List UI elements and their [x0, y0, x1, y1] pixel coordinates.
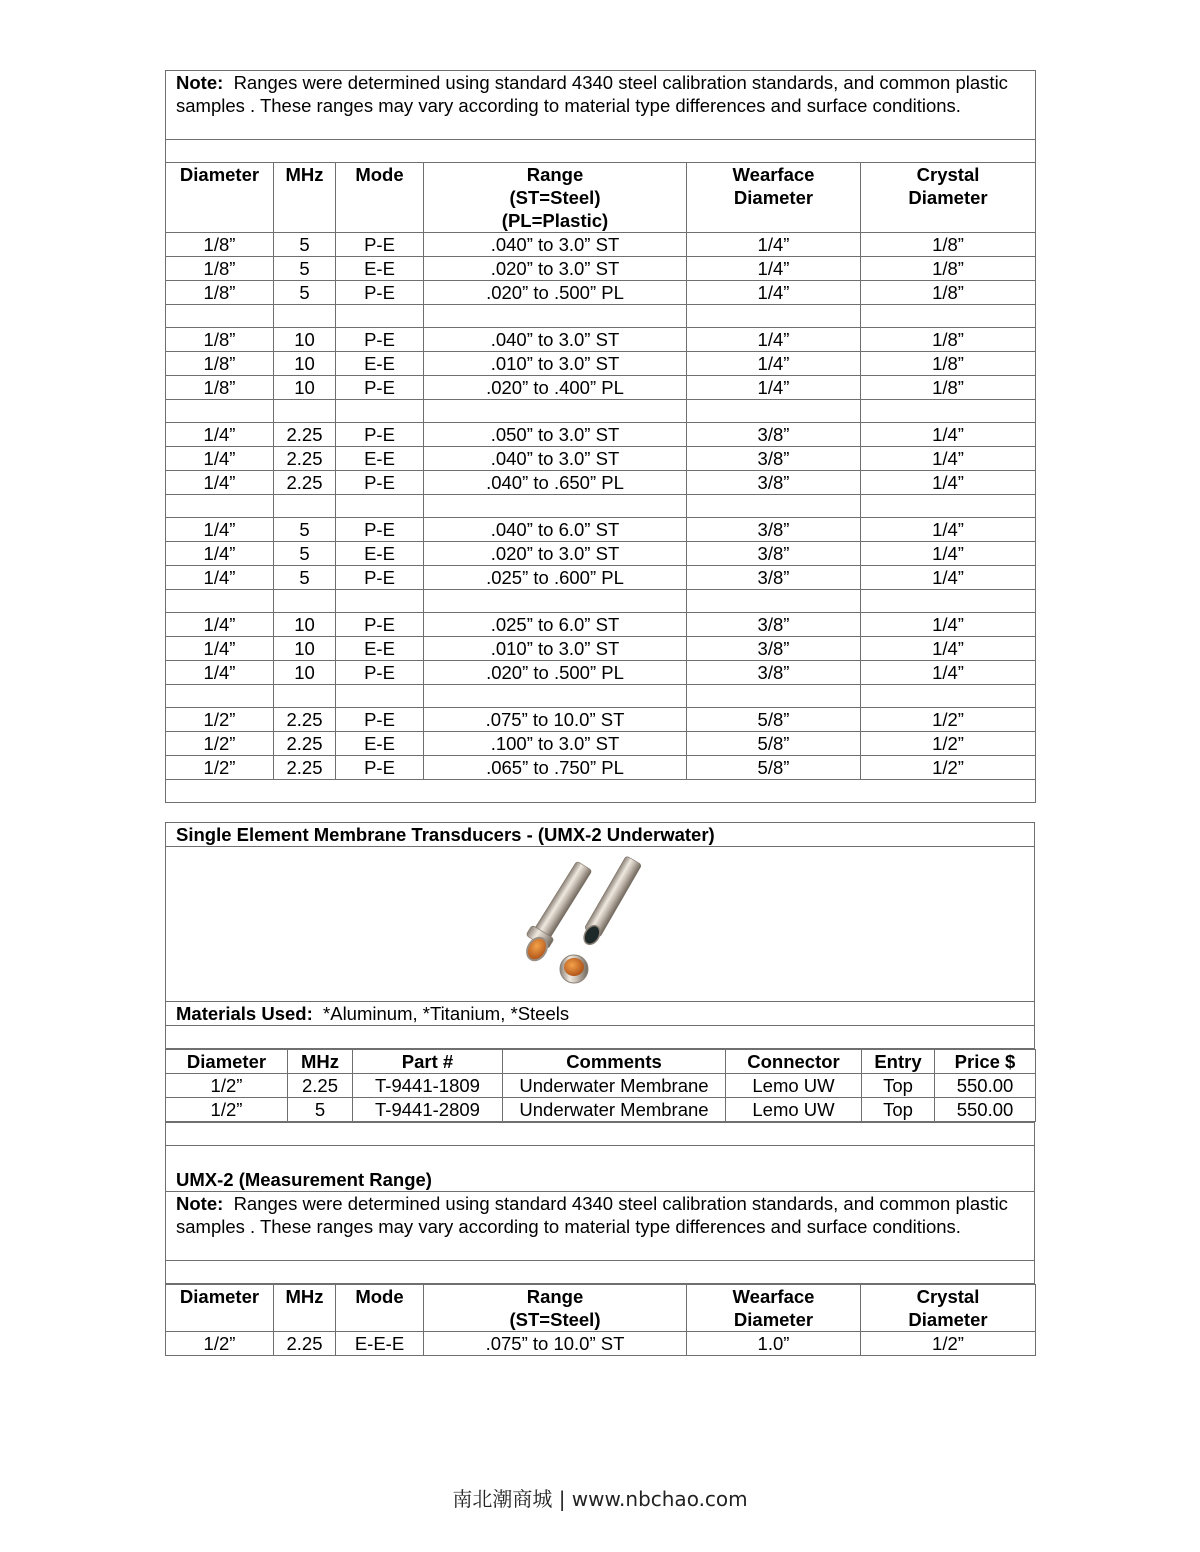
header-range	[424, 1285, 687, 1332]
cell-wearface: 3/8”	[687, 423, 861, 447]
cell-price: 550.00	[935, 1074, 1036, 1098]
cell-mhz: 10	[274, 661, 336, 685]
note-cell	[166, 71, 1036, 140]
table-row	[166, 566, 1036, 590]
header-row	[166, 1285, 1036, 1332]
cell-range: .040” to 3.0” ST	[424, 447, 687, 471]
spacer-cell	[274, 400, 336, 423]
cell-mode: E-E	[336, 637, 424, 661]
cell-price: 550.00	[935, 1098, 1036, 1122]
parts-table	[165, 1049, 1036, 1122]
header-range-line: Range	[526, 164, 584, 185]
cell-range: .050” to 3.0” ST	[424, 423, 687, 447]
cell-mhz: 2.25	[274, 447, 336, 471]
cell-range: .020” to .500” PL	[424, 661, 687, 685]
cell-mhz: 10	[274, 352, 336, 376]
umx2-section	[165, 822, 1035, 1356]
cell-diameter: 1/8”	[166, 328, 274, 352]
table-row	[166, 756, 1036, 780]
cell-crystal: 1/8”	[861, 281, 1036, 305]
cell-mhz: 5	[274, 542, 336, 566]
spacer-cell	[336, 685, 424, 708]
cell-diameter: 1/8”	[166, 352, 274, 376]
spacer-row	[166, 400, 1036, 423]
table-row	[166, 732, 1036, 756]
cell-crystal: 1/4”	[861, 518, 1036, 542]
header-range-line: (ST=Steel)	[509, 1309, 601, 1330]
cell-crystal: 1/4”	[861, 661, 1036, 685]
membrane-cap-face	[564, 958, 584, 976]
cell-crystal: 1/4”	[861, 423, 1036, 447]
table-row	[166, 637, 1036, 661]
cell-mhz: 2.25	[274, 1332, 336, 1356]
header-wearface-line: Diameter	[733, 1309, 814, 1330]
cell-crystal: 1/4”	[861, 542, 1036, 566]
spacer-cell	[424, 495, 687, 518]
note-text: Ranges were determined using standard 4340 steel calibration standards, and common plastic samples . These ranges may vary according to material type differences and surface conditions.	[176, 72, 1008, 116]
header-crystal-line: Crystal	[916, 164, 980, 185]
spacer-cell	[424, 305, 687, 328]
materials-cell	[166, 1002, 1035, 1026]
spacer-row	[166, 495, 1036, 518]
cell-mode: E-E	[336, 257, 424, 281]
cell-crystal: 1/4”	[861, 613, 1036, 637]
cell-range: .040” to 6.0” ST	[424, 518, 687, 542]
spacer-cell	[274, 305, 336, 328]
cell-diameter: 1/4”	[166, 447, 274, 471]
cell-mode: P-E	[336, 518, 424, 542]
spacer-row	[166, 1123, 1035, 1146]
table-row	[166, 613, 1036, 637]
header-mode: Mode	[336, 163, 424, 233]
cell-mode: P-E	[336, 376, 424, 400]
header-row	[166, 1050, 1036, 1074]
cell-mhz: 2.25	[288, 1074, 353, 1098]
header-row	[166, 163, 1036, 233]
table-row	[166, 447, 1036, 471]
cell-diameter: 1/8”	[166, 257, 274, 281]
header-diameter: Diameter	[166, 1050, 288, 1074]
cell-diameter: 1/2”	[166, 732, 274, 756]
spacer-cell	[336, 495, 424, 518]
cell-mode: P-E	[336, 281, 424, 305]
cell-mhz: 10	[274, 637, 336, 661]
cell-mode: P-E	[336, 661, 424, 685]
header-wearface-line: Wearface	[732, 164, 815, 185]
cell-crystal: 1/2”	[861, 732, 1036, 756]
table-row	[166, 1074, 1036, 1098]
cell-mode: P-E	[336, 328, 424, 352]
note-label: Note:	[176, 1193, 224, 1214]
header-wearface-line: Wearface	[732, 1286, 815, 1307]
cell-crystal: 1/4”	[861, 447, 1036, 471]
cell-mhz: 2.25	[274, 708, 336, 732]
header-mhz: MHz	[288, 1050, 353, 1074]
spacer-row	[166, 780, 1036, 803]
cell-mhz: 10	[274, 376, 336, 400]
spacer-cell	[166, 685, 274, 708]
table-row	[166, 257, 1036, 281]
cell-crystal: 1/8”	[861, 352, 1036, 376]
cell-wearface: 1/4”	[687, 233, 861, 257]
cell-wearface: 3/8”	[687, 518, 861, 542]
cell-crystal: 1/4”	[861, 471, 1036, 495]
cell-mode: P-E	[336, 423, 424, 447]
spacer-row	[166, 305, 1036, 328]
table-row	[166, 233, 1036, 257]
cell-mhz: 5	[274, 281, 336, 305]
header-range	[424, 163, 687, 233]
cell-mode: E-E-E	[336, 1332, 424, 1356]
spacer-cell	[166, 305, 274, 328]
cell-diameter: 1/8”	[166, 233, 274, 257]
cell-mode: P-E	[336, 566, 424, 590]
cell-mhz: 2.25	[274, 471, 336, 495]
cell-range: .040” to .650” PL	[424, 471, 687, 495]
cell-wearface: 3/8”	[687, 613, 861, 637]
cell-diameter: 1/4”	[166, 471, 274, 495]
cell-diameter: 1/8”	[166, 376, 274, 400]
cell-mode: P-E	[336, 708, 424, 732]
cell-mode: E-E	[336, 732, 424, 756]
cell-crystal: 1/8”	[861, 257, 1036, 281]
header-wearface	[687, 1285, 861, 1332]
spacer-row	[166, 1261, 1035, 1284]
cell-diameter: 1/8”	[166, 281, 274, 305]
spacer-cell	[687, 495, 861, 518]
cell-diameter: 1/4”	[166, 566, 274, 590]
cell-wearface: 3/8”	[687, 542, 861, 566]
cell-diameter: 1/4”	[166, 518, 274, 542]
cell-wearface: 1/4”	[687, 376, 861, 400]
cell-range: .025” to 6.0” ST	[424, 613, 687, 637]
cell-comments: Underwater Membrane	[503, 1074, 726, 1098]
cell-diameter: 1/2”	[166, 756, 274, 780]
cell-wearface: 5/8”	[687, 756, 861, 780]
spacer-cell	[336, 305, 424, 328]
note-label: Note:	[176, 72, 224, 93]
cell-range: .025” to .600” PL	[424, 566, 687, 590]
header-range-line: (PL=Plastic)	[501, 210, 609, 231]
spacer-cell	[687, 685, 861, 708]
cell-entry: Top	[862, 1074, 935, 1098]
cell-wearface: 1.0”	[687, 1332, 861, 1356]
cell-mhz: 5	[274, 518, 336, 542]
cell-crystal: 1/8”	[861, 376, 1036, 400]
cell-crystal: 1/2”	[861, 708, 1036, 732]
cell-crystal: 1/8”	[861, 233, 1036, 257]
spacer-cell	[166, 780, 1036, 803]
spacer-cell	[166, 590, 274, 613]
cell-crystal: 1/2”	[861, 756, 1036, 780]
cell-wearface: 3/8”	[687, 637, 861, 661]
spacer-row	[166, 140, 1036, 163]
table-row	[166, 1098, 1036, 1122]
spacer-cell	[336, 400, 424, 423]
cell-wearface: 1/4”	[687, 281, 861, 305]
cell-diameter: 1/2”	[166, 1098, 288, 1122]
spacer-cell	[424, 685, 687, 708]
table-row	[166, 352, 1036, 376]
cell-range: .020” to .400” PL	[424, 376, 687, 400]
header-entry: Entry	[862, 1050, 935, 1074]
table-row	[166, 423, 1036, 447]
spacer-cell	[861, 590, 1036, 613]
cell-range: .075” to 10.0” ST	[424, 708, 687, 732]
table-row	[166, 1332, 1036, 1356]
table-row	[166, 376, 1036, 400]
cell-connector: Lemo UW	[726, 1074, 862, 1098]
cell-wearface: 5/8”	[687, 732, 861, 756]
header-crystal	[861, 163, 1036, 233]
spacer-cell	[861, 305, 1036, 328]
cell-part-number: T-9441-1809	[353, 1074, 503, 1098]
cell-crystal: 1/4”	[861, 637, 1036, 661]
cell-crystal: 1/4”	[861, 566, 1036, 590]
cell-mhz: 5	[288, 1098, 353, 1122]
header-part-number: Part #	[353, 1050, 503, 1074]
spacer-cell	[687, 590, 861, 613]
cell-entry: Top	[862, 1098, 935, 1122]
header-comments: Comments	[503, 1050, 726, 1074]
cell-mode: P-E	[336, 233, 424, 257]
spacer-cell	[861, 400, 1036, 423]
cell-mhz: 5	[274, 257, 336, 281]
cell-range: .065” to .750” PL	[424, 756, 687, 780]
spacer-cell	[274, 495, 336, 518]
cell-wearface: 1/4”	[687, 257, 861, 281]
header-connector: Connector	[726, 1050, 862, 1074]
cell-crystal: 1/2”	[861, 1332, 1036, 1356]
cell-range: .010” to 3.0” ST	[424, 637, 687, 661]
umx2-range-table	[165, 1284, 1036, 1356]
spacer-row	[166, 590, 1036, 613]
cell-mode: P-E	[336, 613, 424, 637]
spacer-cell	[861, 495, 1036, 518]
cell-range: .040” to 3.0” ST	[424, 233, 687, 257]
table-row	[166, 471, 1036, 495]
header-wearface-line: Diameter	[733, 187, 814, 208]
header-range-line: Range	[526, 1286, 584, 1307]
spacer-cell	[687, 305, 861, 328]
spacer-cell	[861, 685, 1036, 708]
header-diameter: Diameter	[166, 163, 274, 233]
spacer-row	[166, 685, 1036, 708]
cell-mode: E-E	[336, 542, 424, 566]
spacer-row	[166, 1026, 1035, 1049]
spacer-cell	[424, 400, 687, 423]
cell-mhz: 2.25	[274, 756, 336, 780]
cell-diameter: 1/4”	[166, 661, 274, 685]
cell-mode: P-E	[336, 756, 424, 780]
cell-diameter: 1/2”	[166, 1332, 274, 1356]
table-row	[166, 328, 1036, 352]
cell-range: .020” to .500” PL	[424, 281, 687, 305]
spacer-cell	[424, 590, 687, 613]
cell-mhz: 5	[274, 233, 336, 257]
cell-mhz: 5	[274, 566, 336, 590]
spacer-cell	[336, 590, 424, 613]
cell-mhz: 10	[274, 328, 336, 352]
cell-mhz: 2.25	[274, 423, 336, 447]
footer-watermark: 南北潮商城 | www.nbchao.com	[452, 1487, 748, 1511]
cell-range: .010” to 3.0” ST	[424, 352, 687, 376]
spacer-cell	[166, 400, 274, 423]
header-mhz: MHz	[274, 1285, 336, 1332]
cell-mode: E-E	[336, 352, 424, 376]
header-price: Price $	[935, 1050, 1036, 1074]
umx2-range-title: UMX-2 (Measurement Range)	[166, 1146, 1035, 1192]
cell-wearface: 3/8”	[687, 566, 861, 590]
header-diameter: Diameter	[166, 1285, 274, 1332]
cell-diameter: 1/4”	[166, 423, 274, 447]
spacer-cell	[687, 400, 861, 423]
cell-range: .020” to 3.0” ST	[424, 542, 687, 566]
cell-diameter: 1/4”	[166, 542, 274, 566]
cell-mhz: 2.25	[274, 732, 336, 756]
cell-wearface: 3/8”	[687, 447, 861, 471]
materials-text: *Aluminum, *Titanium, *Steels	[323, 1003, 570, 1024]
cell-mode: E-E	[336, 447, 424, 471]
cell-wearface: 1/4”	[687, 352, 861, 376]
table-row	[166, 542, 1036, 566]
header-crystal-line: Diameter	[908, 187, 988, 208]
cell-comments: Underwater Membrane	[503, 1098, 726, 1122]
header-crystal-line: Crystal	[916, 1286, 980, 1307]
cell-connector: Lemo UW	[726, 1098, 862, 1122]
header-range-line: (ST=Steel)	[509, 187, 601, 208]
range-table-1	[165, 70, 1036, 803]
cell-diameter: 1/4”	[166, 613, 274, 637]
note-text: Ranges were determined using standard 4340 steel calibration standards, and common plastic samples . These ranges may vary according to material type differences and surface conditions.	[176, 1193, 1008, 1237]
table-row	[166, 518, 1036, 542]
cell-diameter: 1/4”	[166, 637, 274, 661]
spacer-cell	[166, 495, 274, 518]
cell-crystal: 1/8”	[861, 328, 1036, 352]
materials-label: Materials Used:	[176, 1003, 313, 1024]
spacer-cell	[274, 590, 336, 613]
cell-wearface: 3/8”	[687, 661, 861, 685]
table-row	[166, 281, 1036, 305]
product-image-cell	[166, 847, 1035, 1002]
header-crystal	[861, 1285, 1036, 1332]
cell-range: .100” to 3.0” ST	[424, 732, 687, 756]
cell-range: .020” to 3.0” ST	[424, 257, 687, 281]
header-wearface	[687, 163, 861, 233]
cell-diameter: 1/2”	[166, 1074, 288, 1098]
table-row	[166, 661, 1036, 685]
cell-part-number: T-9441-2809	[353, 1098, 503, 1122]
cell-wearface: 5/8”	[687, 708, 861, 732]
header-mode: Mode	[336, 1285, 424, 1332]
transducer-image	[480, 849, 720, 997]
cell-wearface: 1/4”	[687, 328, 861, 352]
header-crystal-line: Diameter	[908, 1309, 988, 1330]
cell-diameter: 1/2”	[166, 708, 274, 732]
table-row	[166, 708, 1036, 732]
cell-wearface: 3/8”	[687, 471, 861, 495]
cell-range: .040” to 3.0” ST	[424, 328, 687, 352]
umx2-note-cell	[166, 1192, 1035, 1261]
cell-range: .075” to 10.0” ST	[424, 1332, 687, 1356]
umx2-title: Single Element Membrane Transducers - (UMX-2 Underwater)	[166, 823, 1035, 847]
spacer-cell	[274, 685, 336, 708]
cell-mhz: 10	[274, 613, 336, 637]
header-mhz: MHz	[274, 163, 336, 233]
cell-mode: P-E	[336, 471, 424, 495]
